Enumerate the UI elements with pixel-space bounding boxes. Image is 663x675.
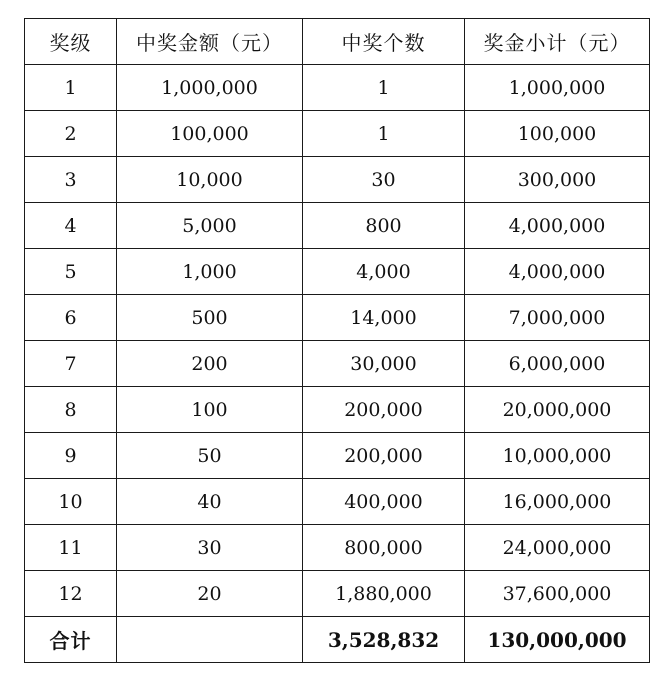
- cell-prize-level: 1: [25, 65, 117, 111]
- cell-prize-amount: 30: [117, 525, 303, 571]
- cell-winner-count: 400,000: [303, 479, 465, 525]
- cell-prize-subtotal: 6,000,000: [465, 341, 650, 387]
- table-row: [25, 65, 650, 111]
- cell-prize-subtotal: 7,000,000: [465, 295, 650, 341]
- total-count: 3,528,832: [303, 617, 465, 663]
- cell-prize-level: 12: [25, 571, 117, 617]
- table-row: [25, 341, 650, 387]
- cell-winner-count: 1: [303, 111, 465, 157]
- table-row: [25, 525, 650, 571]
- cell-prize-level: 11: [25, 525, 117, 571]
- header-winner-count: 中奖个数: [303, 19, 465, 65]
- total-row: [25, 617, 650, 663]
- cell-prize-amount: 500: [117, 295, 303, 341]
- cell-prize-subtotal: 16,000,000: [465, 479, 650, 525]
- cell-winner-count: 1,880,000: [303, 571, 465, 617]
- cell-winner-count: 800: [303, 203, 465, 249]
- cell-prize-amount: 1,000,000: [117, 65, 303, 111]
- cell-prize-subtotal: 4,000,000: [465, 249, 650, 295]
- cell-prize-amount: 40: [117, 479, 303, 525]
- table-row: [25, 295, 650, 341]
- cell-prize-level: 9: [25, 433, 117, 479]
- table-row: [25, 111, 650, 157]
- cell-winner-count: 14,000: [303, 295, 465, 341]
- cell-winner-count: 200,000: [303, 433, 465, 479]
- cell-winner-count: 30: [303, 157, 465, 203]
- cell-prize-level: 2: [25, 111, 117, 157]
- cell-prize-subtotal: 1,000,000: [465, 65, 650, 111]
- table-row: [25, 571, 650, 617]
- prize-table-container: [24, 18, 649, 663]
- cell-prize-level: 5: [25, 249, 117, 295]
- cell-prize-level: 7: [25, 341, 117, 387]
- cell-prize-subtotal: 300,000: [465, 157, 650, 203]
- cell-prize-amount: 10,000: [117, 157, 303, 203]
- table-row: [25, 387, 650, 433]
- cell-prize-subtotal: 4,000,000: [465, 203, 650, 249]
- cell-winner-count: 4,000: [303, 249, 465, 295]
- cell-prize-level: 3: [25, 157, 117, 203]
- total-subtotal: 130,000,000: [465, 617, 650, 663]
- header-prize-subtotal: 奖金小计（元）: [465, 19, 650, 65]
- cell-prize-amount: 100: [117, 387, 303, 433]
- table-row: [25, 479, 650, 525]
- cell-winner-count: 1: [303, 65, 465, 111]
- prize-table: [24, 18, 650, 663]
- cell-prize-level: 8: [25, 387, 117, 433]
- table-row: [25, 433, 650, 479]
- cell-prize-amount: 100,000: [117, 111, 303, 157]
- cell-prize-amount: 1,000: [117, 249, 303, 295]
- cell-prize-subtotal: 10,000,000: [465, 433, 650, 479]
- cell-prize-amount: 20: [117, 571, 303, 617]
- header-prize-level: 奖级: [25, 19, 117, 65]
- cell-prize-level: 4: [25, 203, 117, 249]
- header-row: [25, 19, 650, 65]
- cell-prize-subtotal: 24,000,000: [465, 525, 650, 571]
- total-amount-cell: [117, 617, 303, 663]
- cell-winner-count: 30,000: [303, 341, 465, 387]
- table-body: [25, 65, 650, 617]
- cell-winner-count: 800,000: [303, 525, 465, 571]
- cell-prize-subtotal: 20,000,000: [465, 387, 650, 433]
- table-row: [25, 157, 650, 203]
- table-row: [25, 249, 650, 295]
- table-row: [25, 203, 650, 249]
- cell-prize-amount: 5,000: [117, 203, 303, 249]
- cell-prize-subtotal: 37,600,000: [465, 571, 650, 617]
- cell-prize-amount: 50: [117, 433, 303, 479]
- cell-prize-level: 10: [25, 479, 117, 525]
- header-prize-amount: 中奖金额（元）: [117, 19, 303, 65]
- cell-prize-subtotal: 100,000: [465, 111, 650, 157]
- cell-winner-count: 200,000: [303, 387, 465, 433]
- cell-prize-level: 6: [25, 295, 117, 341]
- total-label: 合计: [25, 617, 117, 663]
- cell-prize-amount: 200: [117, 341, 303, 387]
